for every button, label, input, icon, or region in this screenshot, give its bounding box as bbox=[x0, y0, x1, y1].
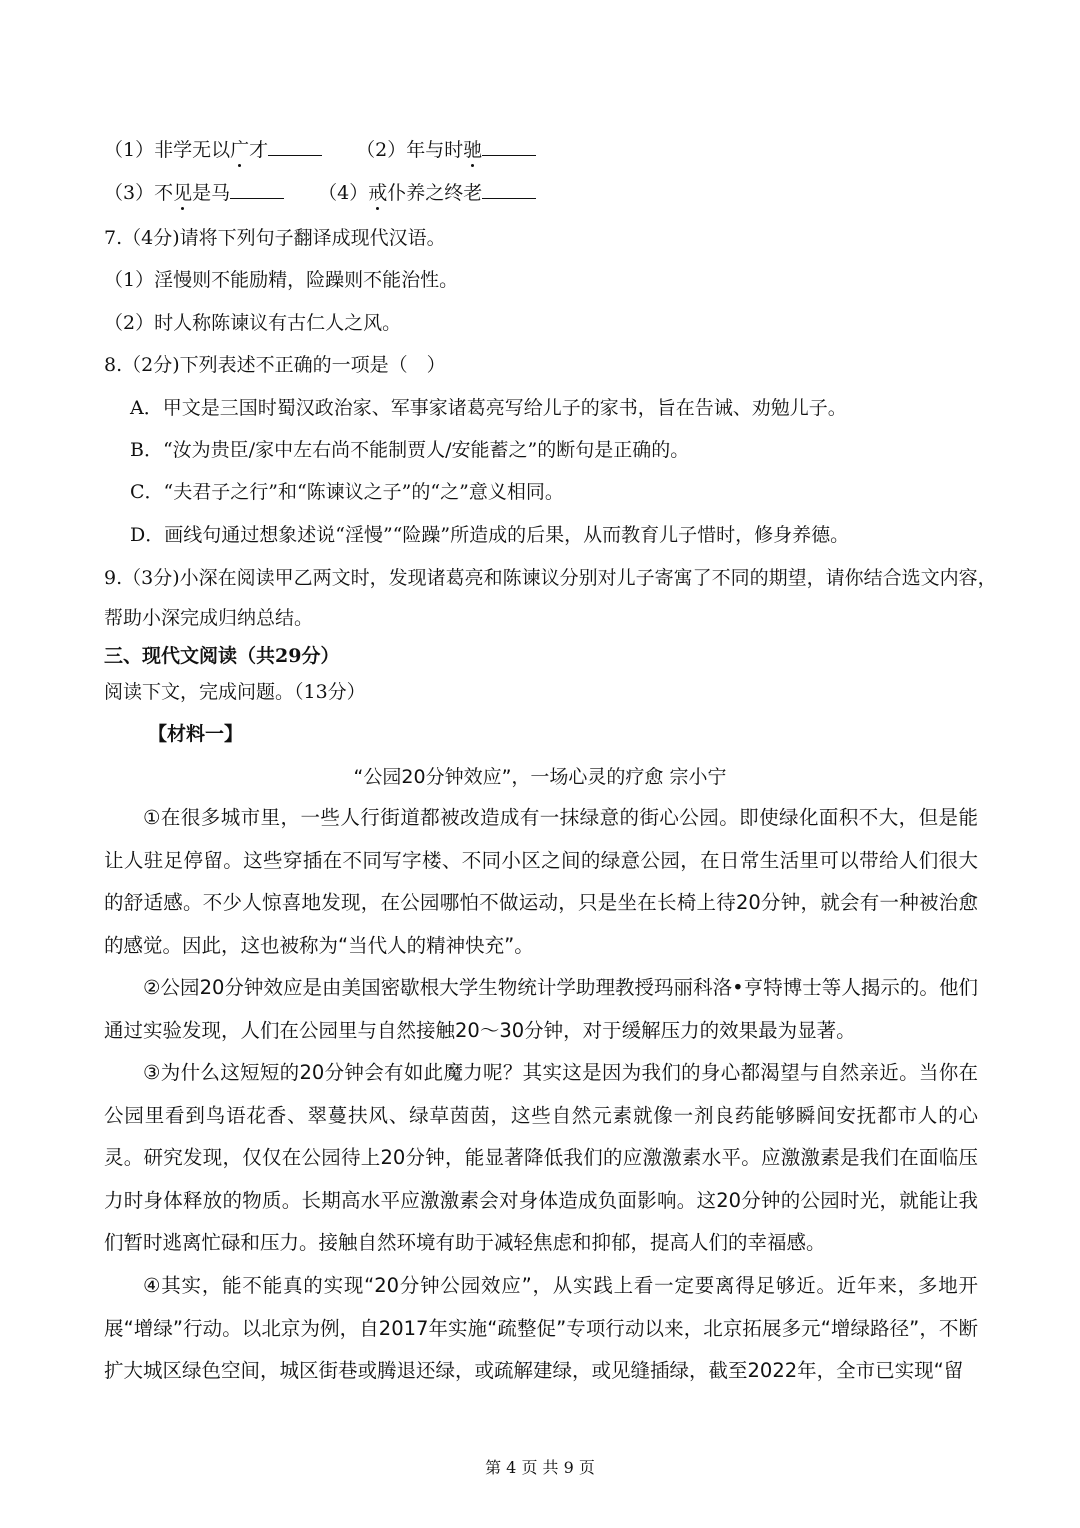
paragraph-3: ③为什么这短短的20分钟会有如此魔力呢？其实这是因为我们的身心都渴望与自然亲近。当你在公园里看到鸟语花香、翠蔓扶风、绿草茵茵，这些自然元素就像一剂良药能够瞬间安抚都市人的心灵。研究发现，仅仅在公园待上20分钟，能显著降低我们的应激激素水平。应激激素是我们在面临压力时身体释放的物质。长期高水平应激激素会对身体造成负面影响。这20分钟的公园时光，就能让我们暂时逃离忙碌和压力。接触自然环境有助于减轻焦虑和抑郁，提高人们的幸福感。 bbox=[104, 1061, 978, 1254]
q6-row-2 bbox=[104, 181, 536, 205]
q6-item-4: （4）戒仆养之终老 bbox=[318, 181, 536, 205]
answer-blank bbox=[230, 182, 284, 199]
answer-blank bbox=[268, 139, 322, 156]
q6-row-1 bbox=[104, 138, 536, 162]
q7-stem: 7.（4分)请将下列句子翻译成现代汉语。 bbox=[104, 227, 446, 249]
q8-option-d: D．画线句通过想象述说“淫慢”“险躁”所造成的后果，从而教育儿子惜时，修身养德。 bbox=[130, 524, 850, 546]
q7-sentence-2: （2）时人称陈谏议有古仁人之风。 bbox=[104, 312, 402, 334]
paragraph-4: ④其实，能不能真的实现“20分钟公园效应”，从实践上看一定要离得足够近。近年来，多地开展“增绿”行动。以北京为例，自2017年实施“疏整促”专项行动以来，北京拓展多元“增绿路径”，不断扩大城区绿色空间，城区街巷或腾退还绿，或疏解建绿，或见缝插绿，截至2022年，全市已实现“留 bbox=[104, 1274, 978, 1382]
q9-line-2: 帮助小深完成归纳总结。 bbox=[104, 607, 314, 629]
q7-sentence-1: （1）淫慢则不能励精，险躁则不能治性。 bbox=[104, 269, 459, 291]
q8-stem: 8.（2分)下列表述不正确的一项是（ ） bbox=[104, 354, 446, 376]
answer-blank bbox=[482, 139, 536, 156]
page-number: 第 4 页 共 9 页 bbox=[485, 1458, 595, 1477]
q8-option-a: A．甲文是三国时蜀汉政治家、军事家诸葛亮写给儿子的家书，旨在告诫、劝勉儿子。 bbox=[130, 397, 847, 419]
q9-line-1: 9.（3分)小深在阅读甲乙两文时，发现诸葛亮和陈谏议分别对儿子寄寓了不同的期望，请你结合选文内容， bbox=[104, 567, 997, 589]
answer-blank bbox=[482, 182, 536, 199]
q6-item-1: （1）非学无以广才 bbox=[104, 138, 322, 162]
q8-option-b: B．“汝为贵臣/家中左右尚不能制贾人/安能蓄之”的断句是正确的。 bbox=[130, 439, 690, 461]
material-label: 【材料一】 bbox=[148, 723, 244, 745]
paragraph-2: ②公园20分钟效应是由美国密歇根大学生物统计学助理教授玛丽科洛•亨特博士等人揭示的。他们通过实验发现，人们在公园里与自然接触20～30分钟，对于缓解压力的效果最为显著。 bbox=[104, 976, 978, 1042]
paragraph-1: ①在很多城市里，一些人行街道都被改造成有一抹绿意的街心公园。即使绿化面积不大，但是能让人驻足停留。这些穿插在不同写字楼、不同小区之间的绿意公园，在日常生活里可以带给人们很大的舒适感。不少人惊喜地发现，在公园哪怕不做运动，只是坐在长椅上待20分钟，就会有一种被治愈的感觉。因此，这也被称为“当代人的精神快充”。 bbox=[104, 806, 978, 957]
q6-item-3: （3）不见是马 bbox=[104, 181, 284, 205]
q6-item-2: （2）年与时驰 bbox=[356, 138, 536, 162]
q8-option-c: C．“夫君子之行”和“陈谏议之子”的“之”意义相同。 bbox=[130, 481, 564, 503]
reading-instruction: 阅读下文，完成问题。（13分） bbox=[104, 681, 366, 703]
section-heading: 三、现代文阅读（共29分） bbox=[104, 645, 340, 667]
article-title: “公园20分钟效应”，一场心灵的疗愈 宗小宁 bbox=[353, 766, 727, 788]
